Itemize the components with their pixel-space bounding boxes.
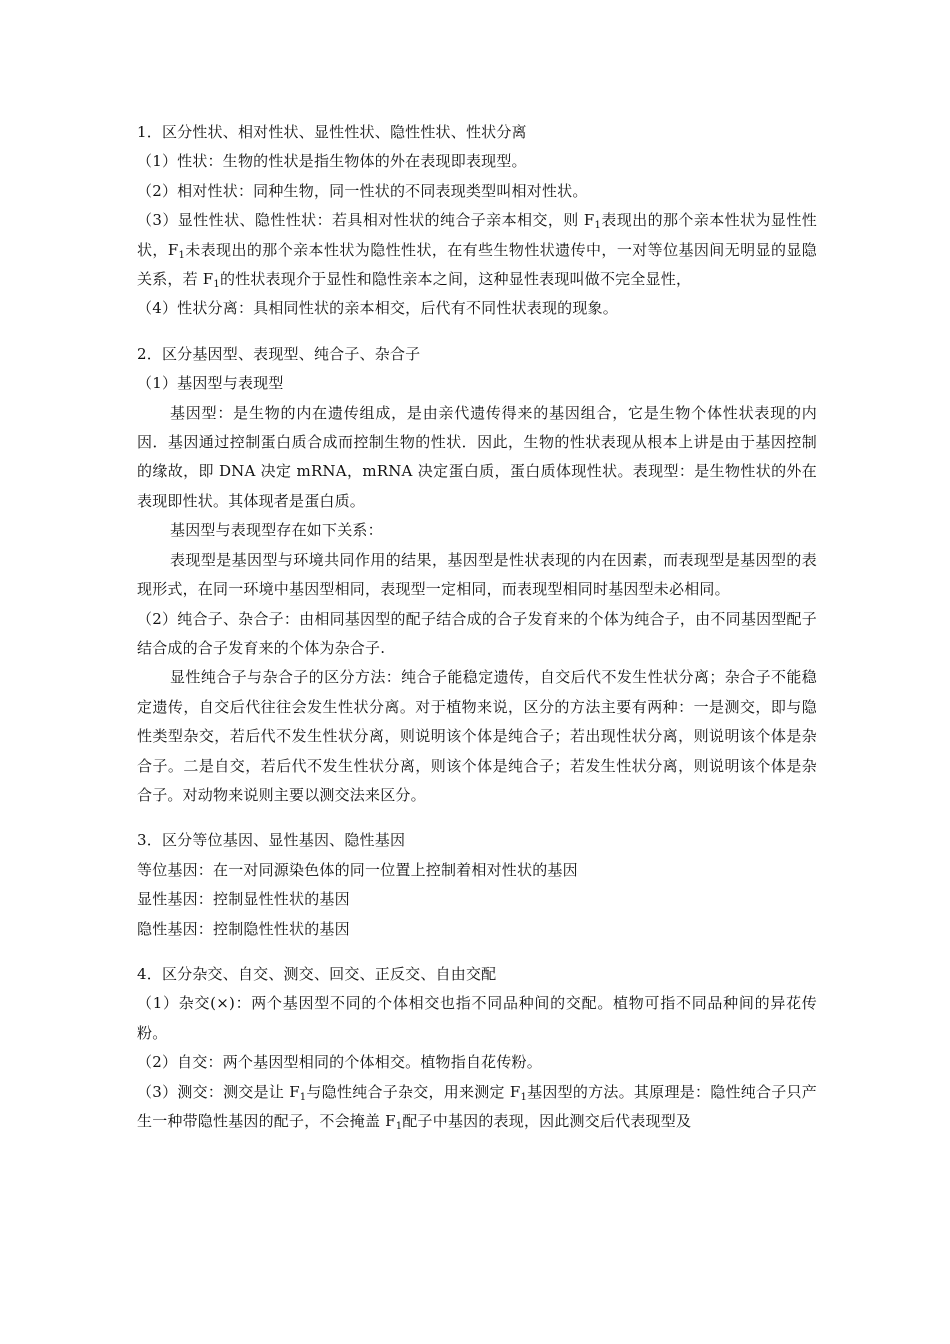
f1-notation: $F_1$ [509, 1082, 528, 1103]
paragraph: （2）相对性状：同种生物，同一性状的不同表现类型叫相对性状。 [137, 181, 588, 200]
paragraph: （3）测交：测交是让 $F_1$与隐性纯合子杂交，用来测定 $F_1$基因型的方法。其原理是：隐性纯合子只产生一种带隐性基因的配子，不会掩盖 $F_1$配子中基因的表现，因此测交后代表现型及 [137, 1082, 817, 1132]
paragraph: 基因型：是生物的内在遗传组成，是由亲代遗传得来的基因组合，它是生物个体性状表现的内因．基因通过控制蛋白质合成而控制生物的性状．因此，生物的性状表现从根本上讲是由于基因控制的缘故，即 DNA 决定 mRNA，mRNA 决定蛋白质，蛋白质体现性状。表现型：是生物性状的外在表现即性状。其体现者是蛋白质。 [137, 403, 817, 510]
paragraph: 显性基因：控制显性性状的基因 [137, 890, 350, 909]
paragraph: （2）自交：两个基因型相同的个体相交。植物指自花传粉。 [137, 1053, 542, 1072]
paragraph: （4）性状分离：具相同性状的亲本相交，后代有不同性状表现的现象。 [137, 299, 618, 318]
paragraph: 表现型是基因型与环境共同作用的结果，基因型是性状表现的内在因素，而表现型是基因型的表现形式，在同一环境中基因型相同，表现型一定相同，而表现型相同时基因型未必相同。 [137, 550, 817, 599]
section-1 [137, 118, 817, 324]
paragraph: （1）性状：生物的性状是指生物体的外在表现即表现型。 [137, 152, 527, 171]
paragraph: 显性纯合子与杂合子的区分方法：纯合子能稳定遗传，自交后代不发生性状分离；杂合子不能稳定遗传，自交后代往往会发生性状分离。对于植物来说，区分的方法主要有两种：一是测交，即与隐性类型杂交，若后代不发生性状分离，则说明该个体是纯合子；若出现性状分离，则说明该个体是杂合子。二是自交，若后代不发生性状分离，则该个体是纯合子；若发生性状分离，则说明该个体是杂合子。对动物来说则主要以测交法来区分。 [137, 668, 817, 804]
paragraph: （1）杂交(×)：两个基因型不同的个体相交也指不同品种间的交配。植物可指不同品种间的异花传粉。 [137, 994, 817, 1042]
paragraph: （3）显性性状、隐性性状：若具相对性状的纯合子亲本相交，则 $F_1$表现出的那个亲本性状为显性性状，$F_1$未表现出的那个亲本性状为隐性性状，在有些生物性状遗传中，一对等位基因间无明显的显隐关系，若 $F_1$的性状表现介于显性和隐性亲本之间，这种显性表现叫做不完全显性， [137, 211, 817, 291]
paragraph: 基因型与表现型存在如下关系： [170, 521, 383, 540]
section-heading: 2．区分基因型、表现型、纯合子、杂合子 [137, 344, 421, 363]
section-heading: 4．区分杂交、自交、测交、回交、正反交、自由交配 [137, 964, 497, 983]
document-body [137, 118, 817, 1152]
section-3 [137, 826, 817, 944]
section-4 [137, 960, 817, 1136]
paragraph: （1）基因型与表现型 [137, 374, 284, 393]
paragraph: 等位基因：在一对同源染色体的同一位置上控制着相对性状的基因 [137, 860, 578, 879]
paragraph: 隐性基因：控制隐性性状的基因 [137, 919, 350, 938]
f1-notation: $F_1$ [289, 1082, 307, 1103]
section-2 [137, 340, 817, 811]
f1-notation: $F_1$ [167, 240, 186, 261]
f1-notation: $F_1$ [202, 270, 220, 291]
f1-notation: $F_1$ [385, 1112, 403, 1132]
paragraph: （2）纯合子、杂合子：由相同基因型的配子结合成的合子发育来的个体为纯合子，由不同基因型配子结合成的合子发育来的个体为杂合子. [137, 609, 817, 657]
f1-notation: $F_1$ [583, 211, 602, 232]
section-heading: 1．区分性状、相对性状、显性性状、隐性性状、性状分离 [137, 123, 527, 141]
section-heading: 3．区分等位基因、显性基因、隐性基因 [137, 831, 406, 850]
